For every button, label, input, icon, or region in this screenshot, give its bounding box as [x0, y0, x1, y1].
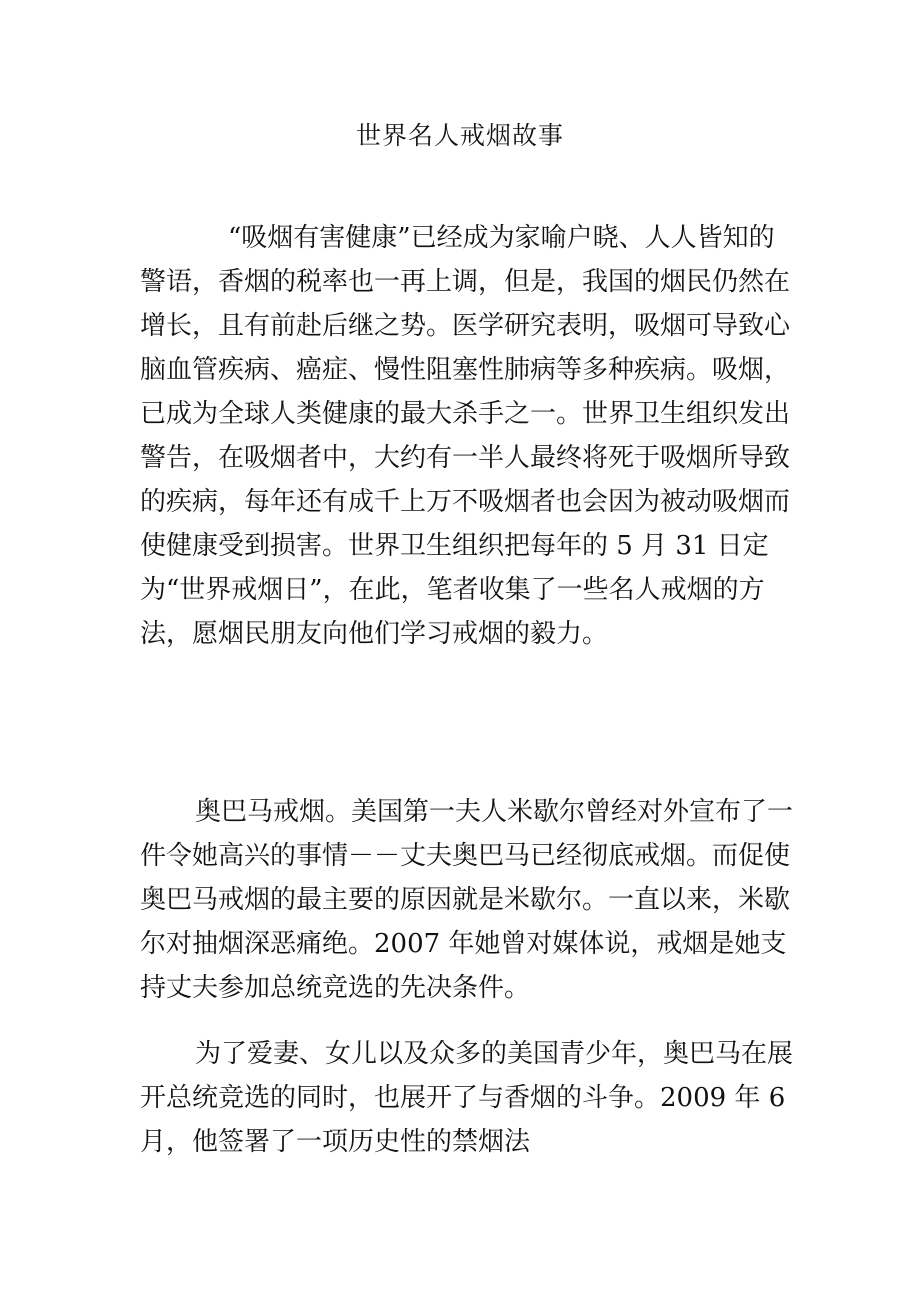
obama-paragraph-1: 奥巴马戒烟。美国第一夫人米歇尔曾经对外宣布了一件令她高兴的事情－－丈夫奥巴马已经彻底戒烟。而促使奥巴马戒烟的最主要的原因就是米歇尔。一直以来，米歇尔对抽烟深恶痛绝。2007 年她曾对媒体说，戒烟是她支持丈夫参加总统竞选的先决条件。	[140, 797, 794, 1003]
intro-paragraph: “吸烟有害健康”已经成为家喻户晓、人人皆知的警语，香烟的税率也一再上调，但是，我国的烟民仍然在增长，且有前赴后继之势。医学研究表明，吸烟可导致心脑血管疾病、癌症、慢性阻塞性肺病等多种疾病。吸烟，已成为全球人类健康的最大杀手之一。世界卫生组织发出警告，在吸烟者中，大约有一半人最终将死于吸烟所导致的疾病，每年还有成千上万不吸烟者也会因为被动吸烟而使健康受到损害。世界卫生组织把每年的 5 月 31 日定为“世界戒烟日”，在此，笔者收集了一些名人戒烟的方法，愿烟民朋友向他们学习戒烟的毅力。	[140, 223, 791, 649]
obama-paragraph-2: 为了爱妻、女儿以及众多的美国青少年，奥巴马在展开总统竞选的同时，也展开了与香烟的斗争。2009 年 6 月，他签署了一项历史性的禁烟法	[140, 1039, 794, 1157]
document-title: 世界名人戒烟故事	[355, 121, 564, 150]
